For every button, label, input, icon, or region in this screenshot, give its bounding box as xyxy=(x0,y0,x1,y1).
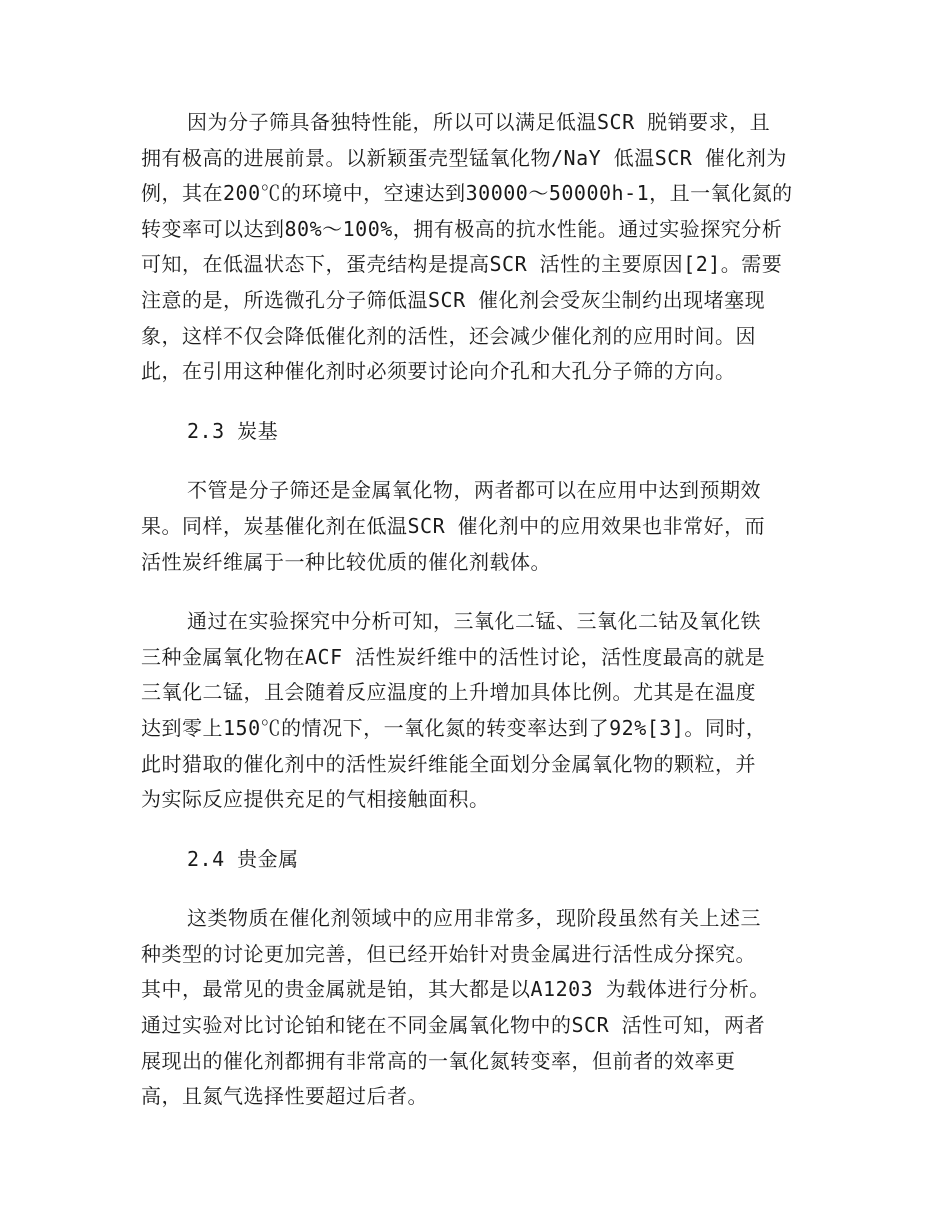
paragraph-molecular-sieve xyxy=(141,105,811,390)
text-line: 此，在引用这种催化剂时必须要讨论向介孔和大孔分子筛的方向。 xyxy=(141,359,736,384)
text-line: 象，这样不仅会降低催化剂的活性，还会减少催化剂的应用时间。因 xyxy=(141,323,756,348)
text-line: 三种金属氧化物在ACF 活性炭纤维中的活性讨论，活性度最高的就是 xyxy=(141,644,766,669)
paragraph-carbon-intro xyxy=(141,473,811,580)
paragraph-noble-metal xyxy=(141,901,811,1115)
text-line: 拥有极高的进展前景。以新颖蛋壳型锰氧化物/NaY 低温SCR 催化剂为 xyxy=(141,145,787,170)
text-line: 其中，最常见的贵金属就是铂，其大都是以A1203 为载体进行分析。 xyxy=(141,977,770,1002)
document-body xyxy=(141,105,811,1115)
text-line: 转变率可以达到80%～100%，拥有极高的抗水性能。通过实验探究分析 xyxy=(141,216,783,241)
text-line: 例，其在200℃的环境中，空速达到30000～50000h-1，且一氧化氮的 xyxy=(141,181,793,206)
paragraph-carbon-experiment xyxy=(141,604,811,818)
text-line: 这类物质在催化剂领域中的应用非常多，现阶段虽然有关上述三 xyxy=(187,906,761,931)
text-line: 不管是分子筛还是金属氧化物，两者都可以在应用中达到预期效 xyxy=(187,478,761,503)
text-line: 通过在实验探究中分析可知，三氧化二锰、三氧化二钴及氧化铁 xyxy=(187,609,761,634)
text-line: 此时猎取的催化剂中的活性炭纤维能全面划分金属氧化物的颗粒，并 xyxy=(141,751,756,776)
text-line: 达到零上150℃的情况下，一氧化氮的转变率达到了92%[3]。同时， xyxy=(141,715,767,740)
text-line: 为实际反应提供充足的气相接触面积。 xyxy=(141,787,490,812)
text-line: 高，且氮气选择性要超过后者。 xyxy=(141,1084,428,1109)
text-line: 展现出的催化剂都拥有非常高的一氧化氮转变率，但前者的效率更 xyxy=(141,1048,736,1073)
text-line: 三氧化二锰，且会随着反应温度的上升增加具体比例。尤其是在温度 xyxy=(141,680,756,705)
section-heading-noble-metal: 2.4 贵金属 xyxy=(187,846,299,871)
text-line: 因为分子筛具备独特性能，所以可以满足低温SCR 脱销要求，且 xyxy=(187,110,771,134)
text-line: 果。同样，炭基催化剂在低温SCR 催化剂中的应用效果也非常好，而 xyxy=(141,513,766,538)
text-line: 通过实验对比讨论铂和铑在不同金属氧化物中的SCR 活性可知，两者 xyxy=(141,1013,766,1038)
text-line: 可知，在低温状态下，蛋壳结构是提高SCR 活性的主要原因[2]。需要 xyxy=(141,252,783,277)
text-line: 注意的是，所选微孔分子筛低温SCR 催化剂会受灰尘制约出现堵塞现 xyxy=(141,287,766,312)
text-line: 种类型的讨论更加完善，但已经开始针对贵金属进行活性成分探究。 xyxy=(141,941,756,966)
section-heading-carbon: 2.3 炭基 xyxy=(187,418,279,443)
text-line: 活性炭纤维属于一种比较优质的催化剂载体。 xyxy=(141,549,551,574)
